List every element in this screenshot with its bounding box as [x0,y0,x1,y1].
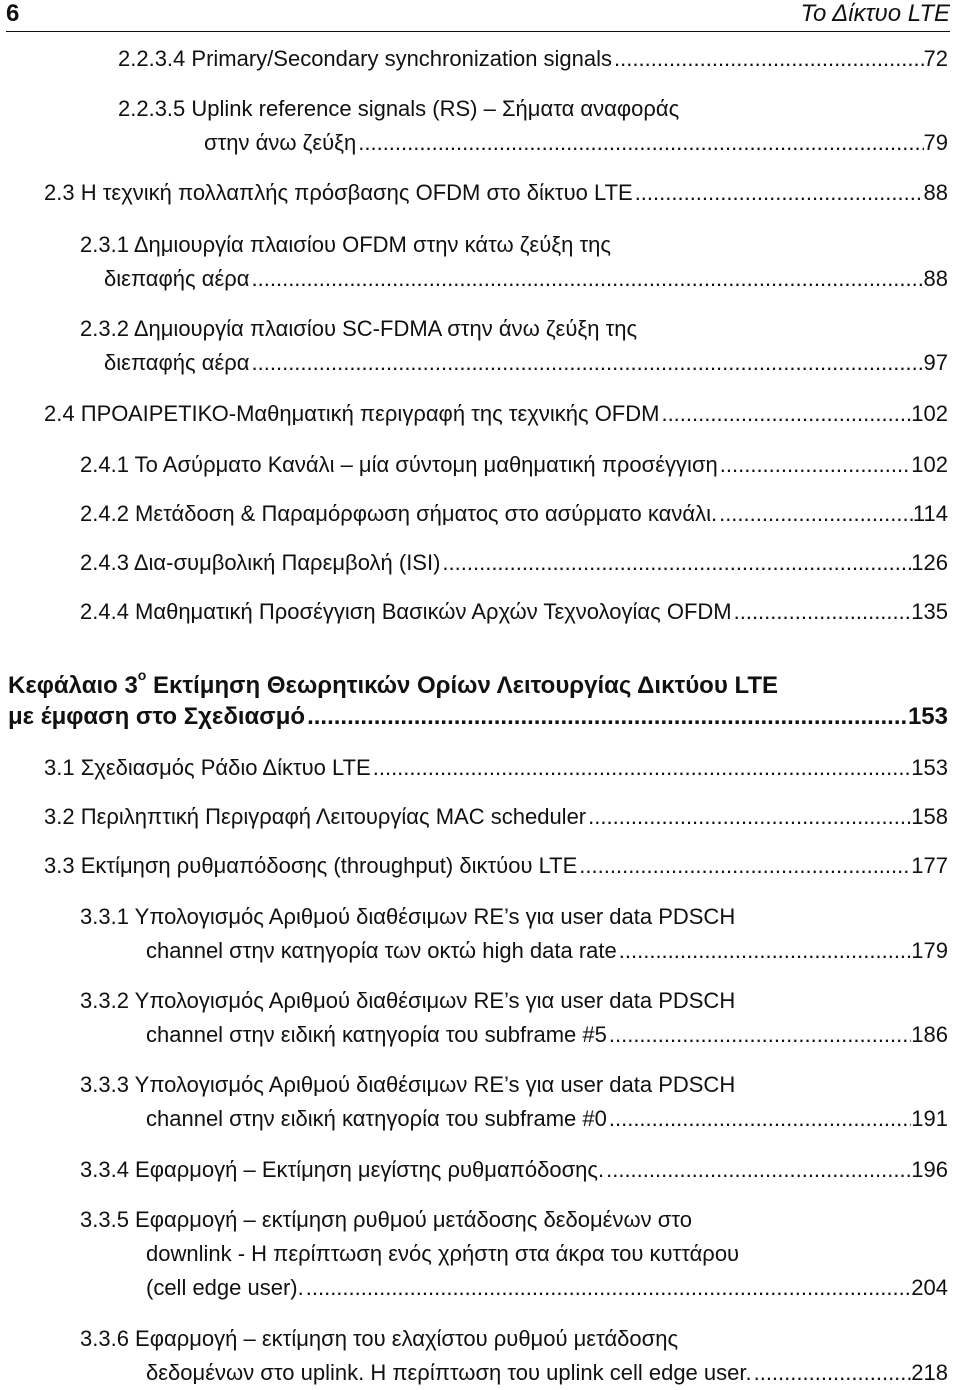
toc-entry-title: 2.4.3 Δια-συμβολική Παρεμβολή (ISI) [80,550,441,575]
leader-dots [356,126,923,160]
toc-entry-title: 3.3.2 Υπολογισμός Αριθμού διαθέσιμων RE’s για user data PDSCH [80,988,736,1013]
toc-entry-title: 2.4 ΠΡΟΑΙΡΕΤΙΚΟ-Μαθηματική περιγραφή της τεχνικής OFDM [44,401,660,426]
toc-entry-title: 3.3.5 Εφαρμογή – εκτίμηση ρυθμού μετάδοσης δεδομένων στο [80,1207,692,1232]
leader-dots [250,262,924,296]
leader-dots [617,934,912,968]
toc-entry-page: 153 [907,703,948,730]
toc-entry-title: 2.4.1 Το Ασύρματο Κανάλι – μία σύντομη μαθηματική προσέγγιση [80,452,718,477]
toc-entry-title-cont: channel στην ειδική κατηγορία του subframe #0 [146,1106,607,1131]
ordinal-mark: ο [137,667,147,683]
leader-dots [633,176,924,210]
toc-entry-page: 191 [911,1106,948,1131]
toc-entry-page: 88 [923,180,948,205]
toc-entry-title: 3.2 Περιληπτική Περιγραφή Λειτουργίας MAC scheduler [44,804,587,829]
toc-entry-title-cont: δεδομένων στο uplink. Η περίπτωση του uplink cell edge user. [146,1360,752,1385]
leader-dots [732,595,912,629]
page-number: 6 [6,0,20,27]
chapter-title: Εκτίμηση Θεωρητικών Ορίων Λειτουργίας Δικτύου LTE [146,672,778,699]
toc-entry-page: 79 [923,130,948,155]
leader-dots [304,1271,912,1305]
toc-entry-title-cont: downlink - Η περίπτωση ενός χρήστη στα άκρα του κυττάρου [146,1241,740,1266]
toc-entry-title: 2.2.3.5 Uplink reference signals (RS) – Σήματα αναφοράς [118,96,680,121]
toc-entry-title-cont: channel στην ειδική κατηγορία του subframe #5 [146,1022,607,1047]
toc-entry-page: 97 [923,350,948,375]
chapter-title-cont: με έμφαση στο Σχεδιασμό [8,703,306,730]
leader-dots [250,346,924,380]
leader-dots [612,42,923,76]
toc-entry-page: 179 [911,938,948,963]
header-rule [6,31,950,32]
toc-entry-title-cont: διεπαφής αέρα [104,266,250,291]
toc-entry-title: 2.3 Η τεχνική πολλαπλής πρόσβασης OFDM στο δίκτυο LTE [44,180,633,205]
toc-entry-title: 3.3.1 Υπολογισμός Αριθμού διαθέσιμων RE’s για user data PDSCH [80,904,736,929]
leader-dots [604,1153,911,1187]
toc-entry-page: 177 [911,853,948,878]
toc-entry-page: 153 [911,755,948,780]
chapter-number: Κεφάλαιο 3 [8,672,138,699]
leader-dots [718,448,912,482]
toc-entry-title-cont: διεπαφής αέρα [104,350,250,375]
toc-entry-title: 3.3.3 Υπολογισμός Αριθμού διαθέσιμων RE’s για user data PDSCH [80,1072,736,1097]
leader-dots [717,497,913,531]
toc-entry-page: 126 [911,550,948,575]
toc-entry-page: 88 [923,266,948,291]
page-header [0,0,960,36]
toc-entry-page: 135 [911,599,948,624]
running-title: Το Δίκτυο LTE [800,0,950,27]
toc-entry-title: 3.3.6 Εφαρμογή – εκτίμηση του ελαχίστου ρυθμού μετάδοσης [80,1326,679,1351]
leader-dots [607,1018,911,1052]
toc-entry-page: 114 [912,501,948,526]
toc-entry-title-cont: στην άνω ζεύξη [204,130,357,155]
toc-entry-page: 186 [911,1022,948,1047]
toc-entry-page: 218 [911,1360,948,1385]
leader-dots [305,700,908,734]
leader-dots [607,1102,911,1136]
toc-entry-page: 204 [911,1275,948,1300]
leader-dots [577,849,911,883]
leader-dots [371,751,912,785]
leader-dots [440,546,911,580]
toc-entry-title: 2.4.4 Μαθηματική Προσέγγιση Βασικών Αρχών Τεχνολογίας OFDM [80,599,732,624]
chapter-heading [8,662,778,703]
toc-entry-page: 72 [923,46,948,71]
toc-entry-title-cont: (cell edge user). [146,1275,304,1300]
toc-entry-page: 102 [911,452,948,477]
toc-entry-title: 3.1 Σχεδιασμός Ράδιο Δίκτυο LTE [44,755,371,780]
toc-entry-title: 3.3.4 Εφαρμογή – Εκτίμηση μεγίστης ρυθμαπόδοσης. [80,1157,605,1182]
toc-entry-title: 2.3.1 Δημιουργία πλαισίου OFDM στην κάτω ζεύξη της [80,232,611,257]
toc-entry-page: 102 [911,401,948,426]
toc-entry-title: 2.2.3.4 Primary/Secondary synchronization signals [118,46,613,71]
toc-entry-title: 3.3 Εκτίμηση ρυθμαπόδοσης (throughput) δικτύου LTE [44,853,578,878]
leader-dots [752,1356,912,1390]
toc-entry-title: 2.3.2 Δημιουργία πλαισίου SC-FDMA στην άνω ζεύξη της [80,316,638,341]
leader-dots [659,397,911,431]
leader-dots [586,800,911,834]
toc-entry-title-cont: channel στην κατηγορία των οκτώ high data rate [146,938,617,963]
toc-entry-title: 2.4.2 Μετάδοση & Παραμόρφωση σήματος στο ασύρματο κανάλι. [80,501,718,526]
toc-entry-page: 196 [911,1157,948,1182]
toc-entry-page: 158 [911,804,948,829]
